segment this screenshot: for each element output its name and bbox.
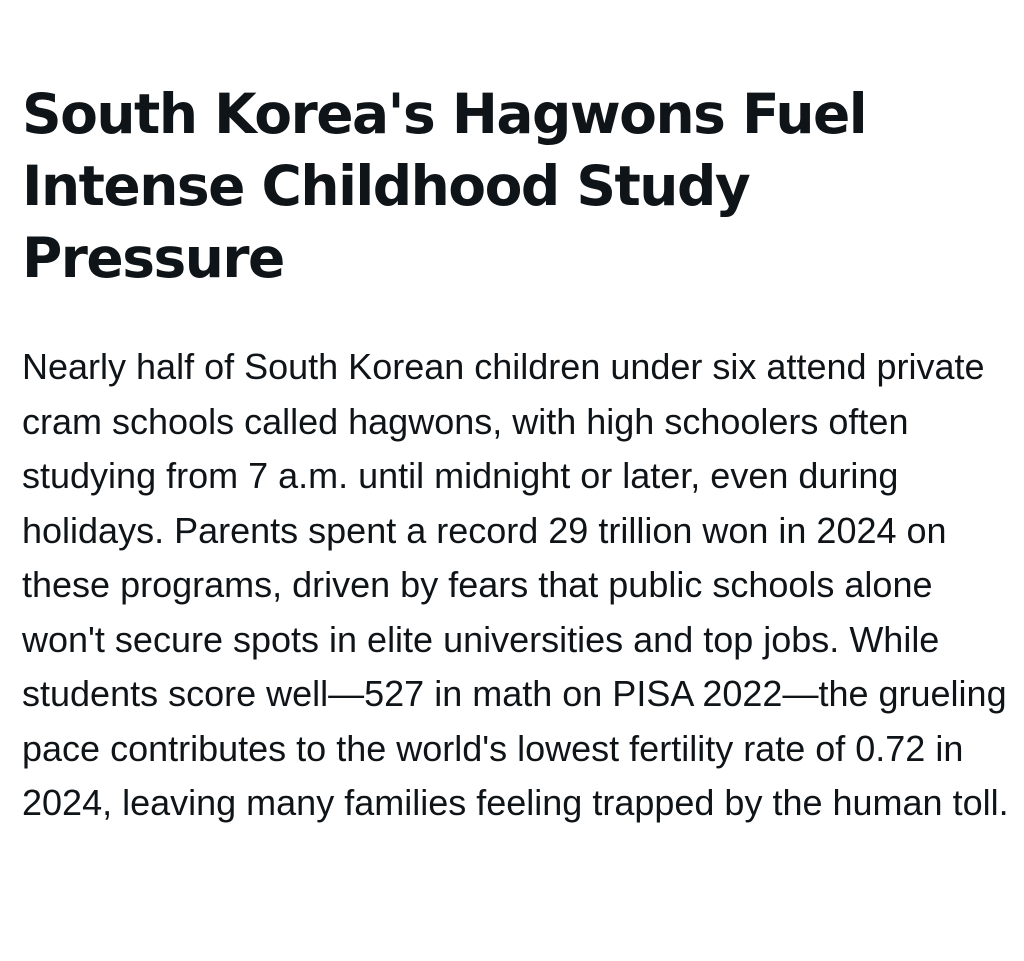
article-title: South Korea's Hagwons Fuel Intense Childhood Study Pressure — [22, 82, 867, 290]
article-body: Nearly half of South Korean children under six attend private cram schools called hagwons, with high schoolers often studying from 7 a.m. until midnight or later, even during holidays. Parents spent a record 29 trillion won in 2024 on these programs, driven by fears that public schools alone won't secure spots in elite universities and top jobs. While students score well—527 in math on PISA 2022—the grueling pace contributes to the world's lowest fertility rate of 0.72 in 2024, leaving many families feeling trapped by the human toll. — [22, 346, 1009, 823]
article-card — [22, 78, 1009, 831]
